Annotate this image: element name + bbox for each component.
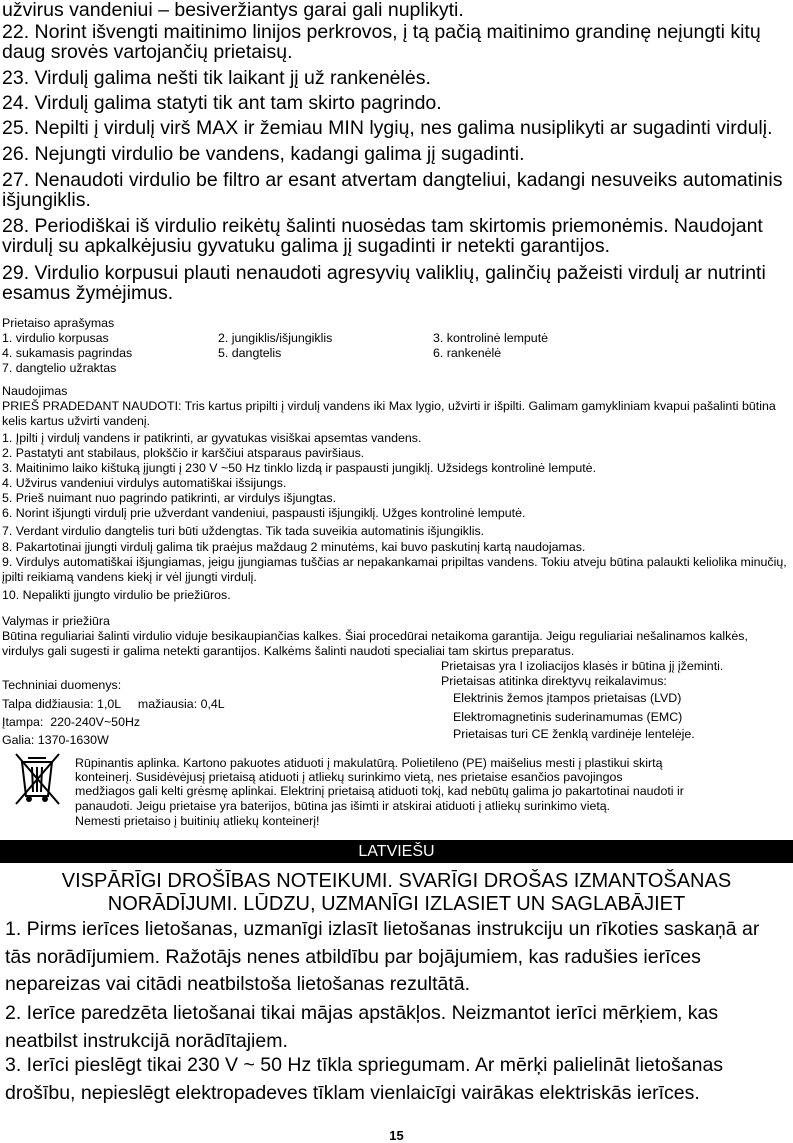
description-title: Prietaiso aprašymas <box>2 316 115 330</box>
part-7: 7. dangtelio užraktas <box>2 361 117 375</box>
tech-title: Techniniai duomenys: <box>2 678 122 692</box>
usage-step-6: 6. Norint išjungti virdulį prie užverdant vandeniui, paspausti išjungiklį. Užges kontrolinė lemputė. <box>2 506 526 520</box>
weee-crossed-bin-icon <box>13 752 63 808</box>
maintenance-title: Valymas ir priežiūra <box>2 614 110 628</box>
tech-power: Galia: 1370-1630W <box>2 733 109 747</box>
environment-line-4: panaudoti. Jeigu prietaise yra baterijos, būtina jas išimti ir atskirai atiduoti į atliekų surinkimo vietą. <box>75 799 611 813</box>
safety-item-22: 22. Norint išvengti maitinimo linijos perkrovos, į tą pačią maitinimo grandinę neįungti kitų daug srovės vartojančių prietaisų. <box>2 21 761 63</box>
part-6: 6. rankenėlė <box>433 346 502 360</box>
usage-step-1: 1. Įpilti į virdulį vandens ir patikrinti, ar gyvatukas visiškai apsemtas vandens. <box>2 431 422 445</box>
usage-step-7: 7. Verdant virdulio dangtelis turi būti uždengtas. Tik tada suveikia automatinis išjungiklis. <box>2 524 485 538</box>
tech-voltage: Įtampa: 220-240V~50Hz <box>2 715 141 729</box>
usage-step-8: 8. Pakartotinai įjungti virdulį galima tik praėjus maždaug 2 minutėms, kai buvo paskutinį kartą naudojamas. <box>2 540 586 554</box>
safety-item-27: 27. Nenaudoti virdulio be filtro ar esant atvertam dangteliui, kadangi nesuveiks automatinis išjungiklis. <box>2 169 783 211</box>
environment-line-5: Nemesti prietaiso į buitinių atliekų konteinerį! <box>75 814 320 828</box>
directives-title: Prietaisas atitinka direktyvų reikalavimus: <box>441 674 667 688</box>
usage-step-10: 10. Nepalikti įjungto virdulio be priežiūros. <box>2 588 231 602</box>
ce-mark-note: Prietaisas turi CE ženklą vardinėje lentelėje. <box>453 727 695 741</box>
safety-item-26: 26. Nejungti virdulio be vandens, kadangi galima jį sugadinti. <box>2 143 525 165</box>
safety-item-21-continuation: užvirus vandeniui – besiveržiantys garai gali nuplikyti. <box>2 0 464 21</box>
part-4: 4. sukamasis pagrindas <box>2 346 133 360</box>
latvian-item-1: 1. Pirms ierīces lietošanas, uzmanīgi izlasīt lietošanas instrukciju un rīkoties saskaņā ar tās norādījumiem. Ražotājs nenes atbildību par bojājumiem, kas radušies ierīces nepareizas vai citādi neatbilstoša lietošanas rezultātā. <box>5 918 760 995</box>
usage-step-2: 2. Pastatyti ant stabilaus, plokščio ir karščiui atsparaus paviršiaus. <box>2 446 365 460</box>
maintenance-text: Būtina reguliariai šalinti virdulio viduje besikaupiančias kalkes. Šiai procedūrai netaikoma garantija. Jeigu reguliariai nešalinamos kalkės, virdulys gali sugesti ir galima netekti garantijos. Kalkėms šalinti naudoti specialiai tam skirtus preparatus. <box>2 629 748 658</box>
usage-step-5: 5. Prieš nuimant nuo pagrindo patikrinti, ar virdulys išjungtas. <box>2 491 337 505</box>
safety-item-28: 28. Periodiškai iš virdulio reikėtų šalinti nuosėdas tam skirtomis priemonėmis. Naudojant virdulį su apkalkėjusiu gyvatuku galima jį sugadinti ir netekti garantijos. <box>2 215 763 257</box>
page-number: 15 <box>389 1128 404 1143</box>
usage-intro: PRIEŠ PRADEDANT NAUDOTI: Tris kartus pripilti į virdulį vandens iki Max lygio, užvirti ir išpilti. Galimam gamykliniam kvapui pašalinti būtina kelis kartus užvirti vandenį. <box>2 399 776 428</box>
latvian-heading-line-2: NORĀDĪJUMI. LŪDZU, UZMANĪGI IZLASIET UN SAGLABĀJIET <box>107 893 686 915</box>
safety-item-23: 23. Virdulį galima nešti tik laikant jį už rankenėlės. <box>2 67 431 89</box>
safety-item-29: 29. Virdulio korpusui plauti nenaudoti agresyvių valiklių, galinčių pažeisti virdulį ar nutrinti esamus žymėjimus. <box>2 262 766 304</box>
insulation-class: Prietaisas yra I izoliacijos klasės ir būtina jį įžeminti. <box>441 659 724 673</box>
safety-item-24: 24. Virdulį galima statyti tik ant tam skirto pagrindo. <box>2 92 442 114</box>
latvian-item-2: 2. Ierīce paredzēta lietošanai tikai mājas apstākļos. Neizmantot ierīci mērķiem, kas neatbilst instrukcijā norādītajiem. <box>5 1002 719 1052</box>
part-5: 5. dangtelis <box>218 346 282 360</box>
directive-lvd: Elektrinis žemos įtampos prietaisas (LVD) <box>453 691 682 705</box>
usage-step-9: 9. Virdulys automatiškai išjungiamas, jeigu įjungiamas tuščias ar nepakankamai pripiltas vandens. Tokiu atveju būtina palaukti keliolika minučių, įpilti reikiamą vandens kiekį ir vėl įjungti virdulį. <box>2 555 787 584</box>
part-1: 1. virdulio korpusas <box>2 331 109 345</box>
usage-step-4: 4. Užvirus vandeniui virdulys automatiškai išsijungs. <box>2 476 287 490</box>
tech-capacity: Talpa didžiausia: 1,0L mažiausia: 0,4L <box>2 697 225 711</box>
environment-line-3: medžiagos gali kelti grėsmę aplinkai. Elektrinį prietaisą atiduoti tokį, kad nebūtų galima jo pakartotinai naudoti ir <box>75 784 684 798</box>
directive-emc: Elektromagnetinis suderinamumas (EMC) <box>453 710 683 724</box>
part-2: 2. jungiklis/išjungiklis <box>218 331 333 345</box>
latvian-heading-line-1: VISPĀRĪGI DROŠĪBAS NOTEIKUMI. SVARĪGI DROŠAS IZMANTOŠANAS <box>61 870 732 892</box>
safety-item-25: 25. Nepilti į virdulį virš MAX ir žemiau MIN lygių, nes galima nusiplikyti ar sugadinti virdulį. <box>2 117 773 139</box>
environment-line-1: Rūpinantis aplinka. Kartono pakuotes atiduoti į makulatūrą. Polietileno (PE) maišelius mesti į plastikui skirtą <box>75 756 663 770</box>
environment-line-2: konteinerį. Susidėvėjusį prietaisą atiduoti į atliekų surinkimo vietą, nes prietaise esančios pavojingos <box>75 770 623 784</box>
latvian-item-3: 3. Ierīci pieslēgt tikai 230 V ~ 50 Hz tīkla spriegumam. Ar mērķi palielināt lietošanas drošību, nepieslēgt elektropadeves tīklam vienlaicīgi vairākas elektriskās ierīces. <box>5 1054 724 1104</box>
usage-step-3: 3. Maitinimo laiko kištuką įjungti į 230 V ~50 Hz tinklo lizdą ir paspausti jungiklį. Užsidegs kontrolinė lemputė. <box>2 461 597 475</box>
part-3: 3. kontrolinė lemputė <box>433 331 549 345</box>
usage-title: Naudojimas <box>2 384 68 398</box>
language-section-bar: LATVIEŠU <box>0 840 793 863</box>
